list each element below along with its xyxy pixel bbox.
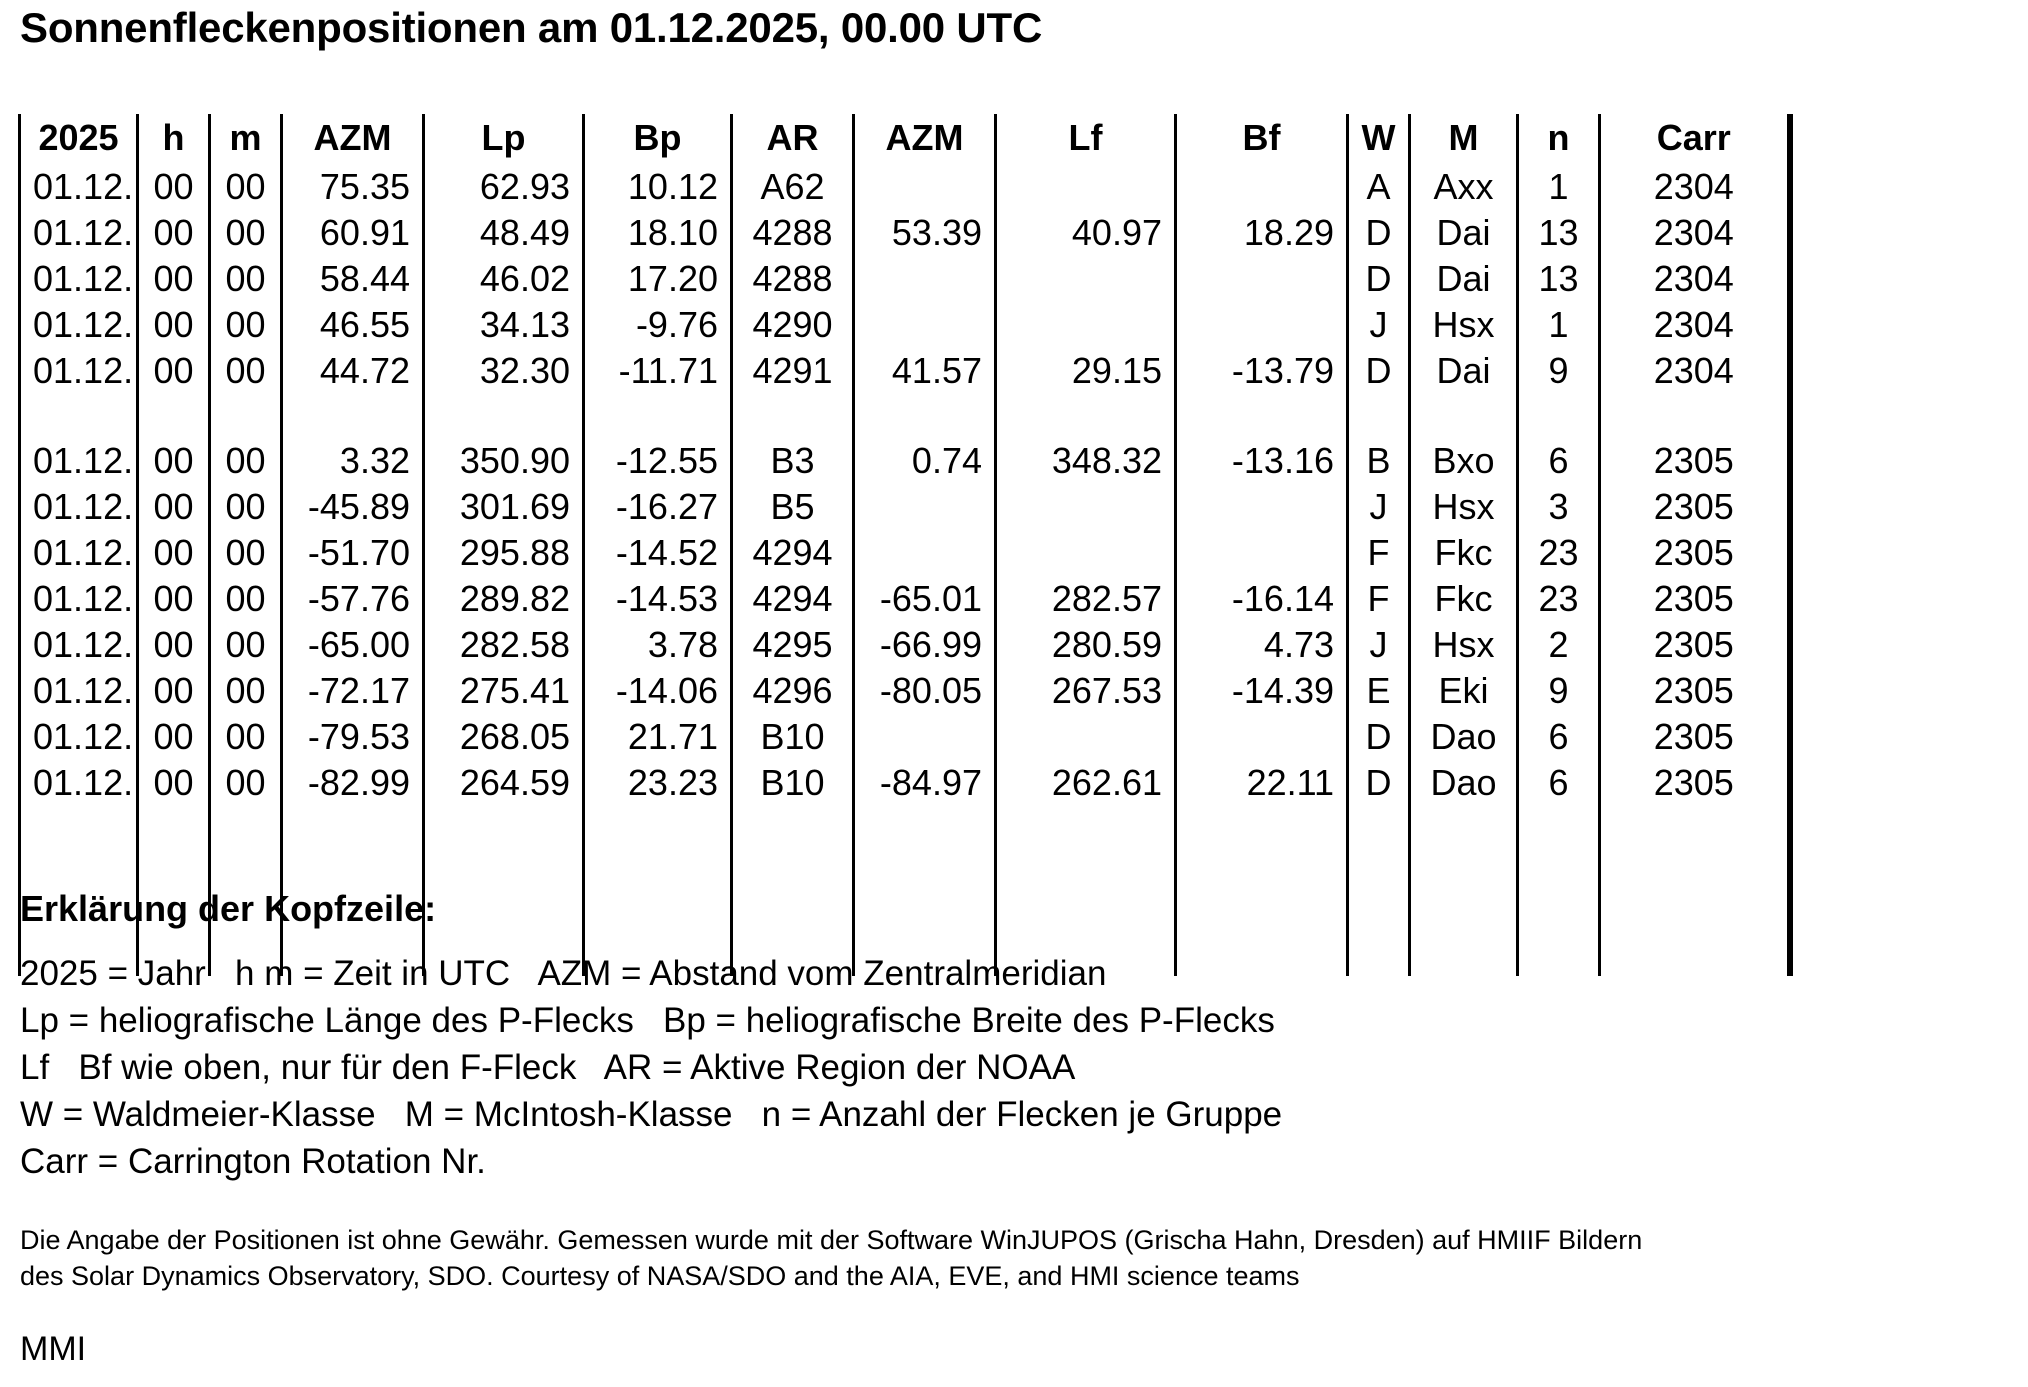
cell-lp: 34.13 [424,302,584,348]
cell-azm-p: -65.00 [282,622,424,668]
col-header-mcintosh: M [1410,114,1518,164]
cell-hour: 00 [138,530,210,576]
table-row [20,484,1790,530]
spacer-cell [732,394,854,438]
cell-lp: 350.90 [424,438,584,484]
cell-lp: 275.41 [424,668,584,714]
cell-lp: 264.59 [424,760,584,806]
cell-date: 01.12. [20,760,138,806]
cell-lp: 301.69 [424,484,584,530]
cell-lf: 267.53 [996,668,1176,714]
col-header-hour: h [138,114,210,164]
table-header [20,114,1790,164]
cell-hour: 00 [138,760,210,806]
cell-hour: 00 [138,302,210,348]
cell-carrington: 2305 [1600,438,1790,484]
signature: MMI [20,1330,87,1368]
cell-minute: 00 [210,438,282,484]
cell-ar: B3 [732,438,854,484]
cell-ar: 4290 [732,302,854,348]
cell-ar: 4296 [732,668,854,714]
cell-lp: 295.88 [424,530,584,576]
cell-date: 01.12. [20,164,138,210]
cell-azm-p: 75.35 [282,164,424,210]
cell-mcintosh: Fkc [1410,576,1518,622]
cell-lp: 46.02 [424,256,584,302]
cell-azm-f [854,164,996,210]
cell-hour: 00 [138,714,210,760]
cell-ar: B10 [732,714,854,760]
explanation-line: Lf Bf wie oben, nur für den F-Fleck AR = Aktive Region der NOAA [20,1048,1076,1087]
cell-bp: 23.23 [584,760,732,806]
cell-minute: 00 [210,164,282,210]
cell-bf [1176,484,1348,530]
cell-lf: 262.61 [996,760,1176,806]
cell-bp: 17.20 [584,256,732,302]
cell-waldmeier: D [1348,348,1410,394]
cell-minute: 00 [210,302,282,348]
cell-azm-f [854,530,996,576]
cell-lp: 289.82 [424,576,584,622]
cell-lp: 48.49 [424,210,584,256]
cell-bp: -14.52 [584,530,732,576]
cell-minute: 00 [210,622,282,668]
cell-lp: 282.58 [424,622,584,668]
cell-azm-f: -84.97 [854,760,996,806]
cell-hour: 00 [138,576,210,622]
cell-carrington: 2305 [1600,760,1790,806]
spacer-cell [1600,394,1790,438]
cell-bp: -12.55 [584,438,732,484]
cell-ar: B5 [732,484,854,530]
cell-azm-p: 58.44 [282,256,424,302]
cell-bp: -11.71 [584,348,732,394]
cell-date: 01.12. [20,530,138,576]
cell-waldmeier: J [1348,622,1410,668]
cell-date: 01.12. [20,622,138,668]
cell-date: 01.12. [20,714,138,760]
cell-bf [1176,256,1348,302]
cell-waldmeier: J [1348,302,1410,348]
spacer-cell [20,394,138,438]
cell-azm-f: 41.57 [854,348,996,394]
col-header-w: W [1348,114,1410,164]
cell-count: 13 [1518,256,1600,302]
spacer-cell [282,394,424,438]
cell-bp: 18.10 [584,210,732,256]
cell-minute: 00 [210,210,282,256]
table-row [20,668,1790,714]
cell-bp: 21.71 [584,714,732,760]
cell-count: 6 [1518,438,1600,484]
table-row [20,576,1790,622]
col-header-lp: Lp [424,114,584,164]
cell-mcintosh: Dao [1410,714,1518,760]
cell-minute: 00 [210,668,282,714]
col-header-bp: Bp [584,114,732,164]
cell-azm-p: 3.32 [282,438,424,484]
col-header-minute: m [210,114,282,164]
cell-bf [1176,164,1348,210]
cell-minute: 00 [210,576,282,622]
cell-azm-f [854,484,996,530]
cell-hour: 00 [138,210,210,256]
cell-count: 2 [1518,622,1600,668]
cell-lf: 282.57 [996,576,1176,622]
col-header-azm-f: AZM [854,114,996,164]
table-row [20,438,1790,484]
cell-date: 01.12. [20,210,138,256]
cell-hour: 00 [138,256,210,302]
cell-ar: B10 [732,760,854,806]
table-body [20,164,1790,976]
cell-waldmeier: D [1348,256,1410,302]
cell-mcintosh: Dai [1410,210,1518,256]
cell-mcintosh: Dai [1410,256,1518,302]
cell-bf: -14.39 [1176,668,1348,714]
cell-lf [996,302,1176,348]
cell-bf: -16.14 [1176,576,1348,622]
cell-hour: 00 [138,438,210,484]
cell-waldmeier: E [1348,668,1410,714]
cell-bf [1176,302,1348,348]
cell-azm-f: 0.74 [854,438,996,484]
table-row [20,760,1790,806]
cell-lp: 62.93 [424,164,584,210]
cell-hour: 00 [138,622,210,668]
cell-waldmeier: A [1348,164,1410,210]
cell-date: 01.12. [20,668,138,714]
sunspot-table-container [18,114,1734,884]
table-row [20,714,1790,760]
cell-count: 3 [1518,484,1600,530]
cell-mcintosh: Hsx [1410,622,1518,668]
cell-bp: -9.76 [584,302,732,348]
explanation-heading: Erklärung der Kopfzeile: [20,888,437,929]
table-row [20,164,1790,210]
cell-hour: 00 [138,164,210,210]
cell-lp: 268.05 [424,714,584,760]
spacer-cell [210,394,282,438]
explanation-line: Lp = heliografische Länge des P-Flecks Bp = heliografische Breite des P-Flecks [20,1001,1275,1040]
cell-carrington: 2305 [1600,714,1790,760]
table-row [20,210,1790,256]
cell-lf [996,714,1176,760]
cell-azm-f [854,256,996,302]
cell-date: 01.12. [20,302,138,348]
cell-carrington: 2304 [1600,210,1790,256]
col-header-azm-p: AZM [282,114,424,164]
spacer-cell [1348,394,1410,438]
cell-waldmeier: F [1348,530,1410,576]
cell-ar: 4288 [732,256,854,302]
cell-bp: -16.27 [584,484,732,530]
cell-carrington: 2305 [1600,530,1790,576]
cell-azm-f: 53.39 [854,210,996,256]
cell-date: 01.12. [20,256,138,302]
cell-count: 9 [1518,348,1600,394]
cell-lp: 32.30 [424,348,584,394]
cell-waldmeier: B [1348,438,1410,484]
cell-azm-p: 60.91 [282,210,424,256]
spacer-cell [996,394,1176,438]
explanation-line: Carr = Carrington Rotation Nr. [20,1142,486,1181]
col-header-ar: AR [732,114,854,164]
cell-azm-p: -57.76 [282,576,424,622]
tail-cell [1410,806,1518,976]
cell-bf: -13.79 [1176,348,1348,394]
cell-azm-p: -45.89 [282,484,424,530]
cell-waldmeier: F [1348,576,1410,622]
cell-azm-p: -51.70 [282,530,424,576]
spacer-cell [424,394,584,438]
cell-count: 13 [1518,210,1600,256]
cell-carrington: 2304 [1600,302,1790,348]
cell-lf: 280.59 [996,622,1176,668]
table-row [20,256,1790,302]
cell-azm-f: -65.01 [854,576,996,622]
explanation-lines [20,950,1282,1185]
cell-waldmeier: D [1348,714,1410,760]
cell-waldmeier: D [1348,210,1410,256]
cell-carrington: 2304 [1600,164,1790,210]
footnote-block [20,1222,2010,1294]
tail-cell [1600,806,1790,976]
cell-bf [1176,714,1348,760]
cell-azm-f [854,302,996,348]
spacer-cell [1410,394,1518,438]
cell-azm-p: -79.53 [282,714,424,760]
col-header-bf: Bf [1176,114,1348,164]
cell-count: 1 [1518,302,1600,348]
cell-ar: A62 [732,164,854,210]
table-row [20,530,1790,576]
spacer-cell [1176,394,1348,438]
cell-ar: 4295 [732,622,854,668]
cell-count: 23 [1518,530,1600,576]
cell-carrington: 2304 [1600,348,1790,394]
spacer-cell [1518,394,1600,438]
table-header-row [20,114,1790,164]
explanation-line: W = Waldmeier-Klasse M = McIntosh-Klasse n = Anzahl der Flecken je Gruppe [20,1095,1283,1134]
cell-bf [1176,530,1348,576]
cell-minute: 00 [210,256,282,302]
col-header-carr: Carr [1600,114,1790,164]
sunspot-positions-table [18,114,1793,976]
footnote-line-1: Die Angabe der Positionen ist ohne Gewähr. Gemessen wurde mit der Software WinJUPOS (Grischa Hahn, Dresden) auf HMIIF Bildern [20,1225,1643,1255]
col-header-year: 2025 [20,114,138,164]
table-row [20,302,1790,348]
cell-mcintosh: Dai [1410,348,1518,394]
col-header-lf: Lf [996,114,1176,164]
cell-bf: 4.73 [1176,622,1348,668]
cell-azm-p: -72.17 [282,668,424,714]
cell-minute: 00 [210,530,282,576]
cell-minute: 00 [210,760,282,806]
table-row [20,622,1790,668]
cell-date: 01.12. [20,438,138,484]
cell-azm-f [854,714,996,760]
cell-azm-f: -66.99 [854,622,996,668]
cell-carrington: 2305 [1600,484,1790,530]
cell-minute: 00 [210,714,282,760]
cell-carrington: 2305 [1600,576,1790,622]
cell-lf: 348.32 [996,438,1176,484]
tail-cell [1518,806,1600,976]
cell-bf: 18.29 [1176,210,1348,256]
cell-bp: 3.78 [584,622,732,668]
cell-minute: 00 [210,348,282,394]
explanation-line: 2025 = Jahr h m = Zeit in UTC AZM = Abstand vom Zentralmeridian [20,954,1107,993]
cell-count: 23 [1518,576,1600,622]
cell-date: 01.12. [20,576,138,622]
cell-ar: 4294 [732,576,854,622]
cell-waldmeier: J [1348,484,1410,530]
cell-lf: 29.15 [996,348,1176,394]
col-header-n: n [1518,114,1600,164]
cell-bf: -13.16 [1176,438,1348,484]
cell-lf [996,256,1176,302]
cell-azm-p: 44.72 [282,348,424,394]
cell-waldmeier: D [1348,760,1410,806]
cell-date: 01.12. [20,348,138,394]
cell-carrington: 2305 [1600,668,1790,714]
cell-azm-p: 46.55 [282,302,424,348]
cell-lf [996,484,1176,530]
tail-cell [1348,806,1410,976]
cell-bp: -14.53 [584,576,732,622]
cell-ar: 4294 [732,530,854,576]
spacer-cell [138,394,210,438]
cell-lf [996,164,1176,210]
cell-date: 01.12. [20,484,138,530]
page-title: Sonnenfleckenpositionen am 01.12.2025, 00.00 UTC [20,4,1043,51]
spacer-cell [584,394,732,438]
cell-count: 1 [1518,164,1600,210]
cell-mcintosh: Hsx [1410,302,1518,348]
cell-ar: 4288 [732,210,854,256]
cell-count: 6 [1518,714,1600,760]
cell-lf: 40.97 [996,210,1176,256]
spacer-cell [854,394,996,438]
cell-bp: -14.06 [584,668,732,714]
cell-azm-f: -80.05 [854,668,996,714]
cell-hour: 00 [138,348,210,394]
footnote-line-2: des Solar Dynamics Observatory, SDO. Courtesy of NASA/SDO and the AIA, EVE, and HMI science teams [20,1261,1300,1291]
table-row [20,348,1790,394]
cell-hour: 00 [138,484,210,530]
cell-mcintosh: Dao [1410,760,1518,806]
table-group-separator [20,394,1790,438]
cell-ar: 4291 [732,348,854,394]
cell-mcintosh: Fkc [1410,530,1518,576]
cell-mcintosh: Eki [1410,668,1518,714]
cell-lf [996,530,1176,576]
cell-carrington: 2304 [1600,256,1790,302]
cell-count: 9 [1518,668,1600,714]
cell-minute: 00 [210,484,282,530]
cell-bp: 10.12 [584,164,732,210]
cell-count: 6 [1518,760,1600,806]
cell-carrington: 2305 [1600,622,1790,668]
cell-azm-p: -82.99 [282,760,424,806]
cell-mcintosh: Axx [1410,164,1518,210]
cell-mcintosh: Bxo [1410,438,1518,484]
cell-hour: 00 [138,668,210,714]
cell-bf: 22.11 [1176,760,1348,806]
cell-mcintosh: Hsx [1410,484,1518,530]
